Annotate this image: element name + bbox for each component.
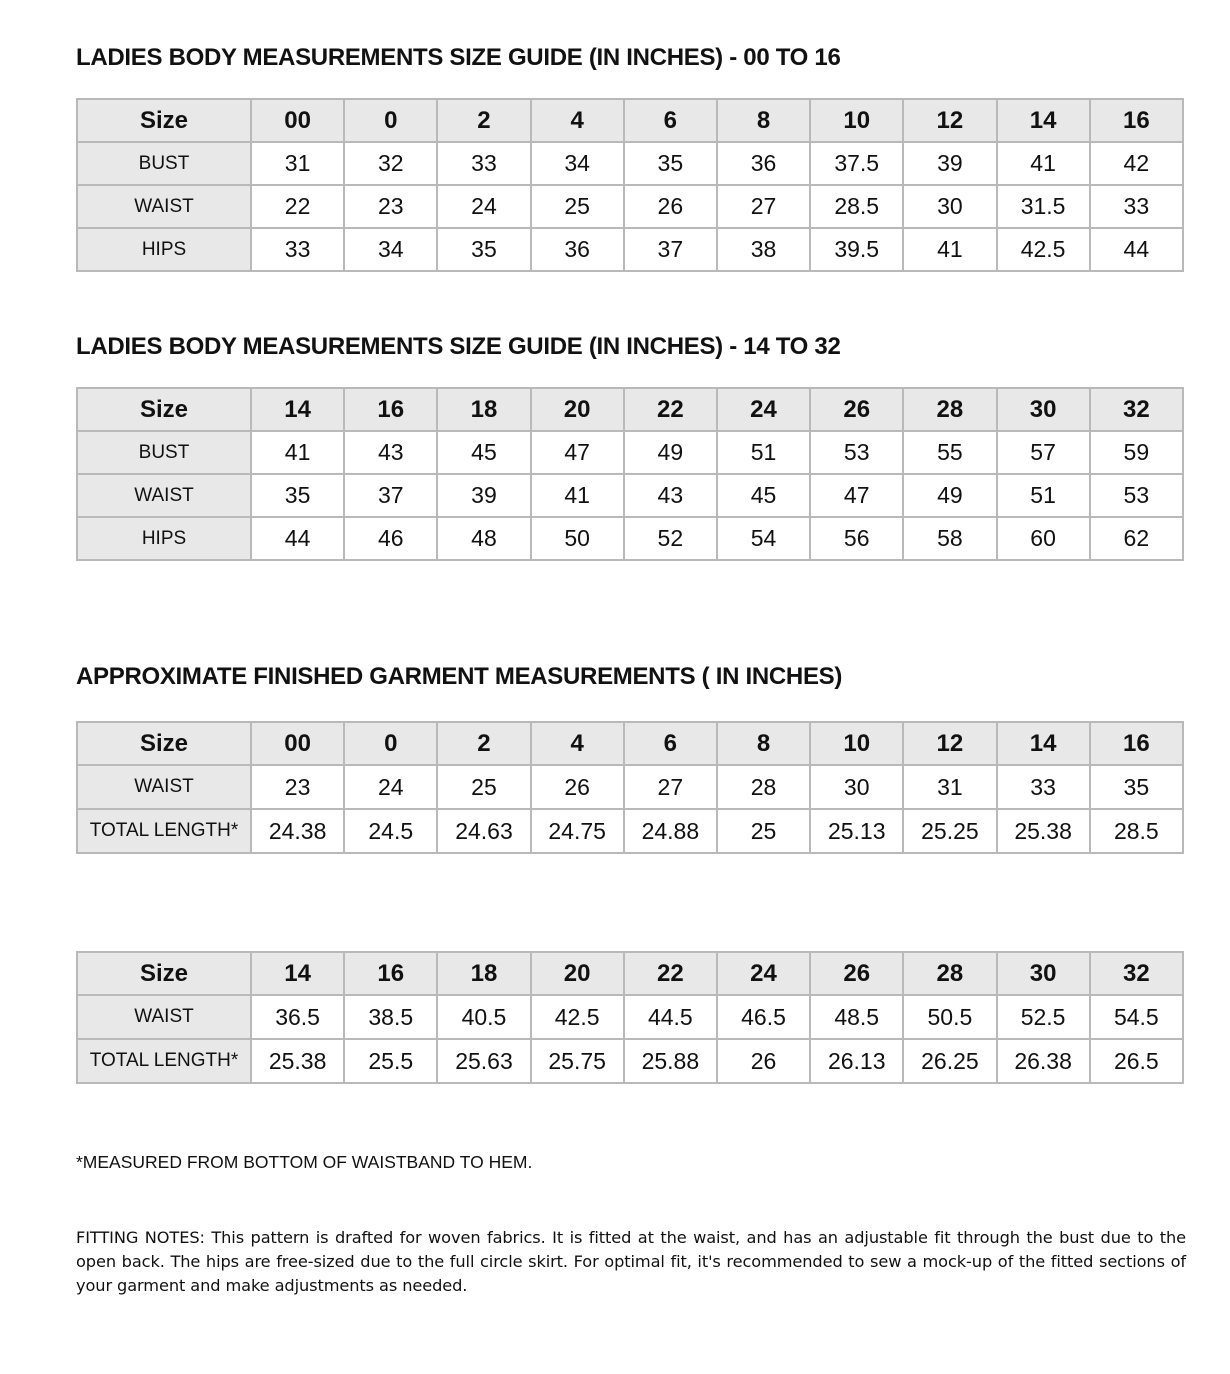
table-cell: 56: [810, 517, 903, 560]
table-cell: 25.13: [810, 809, 903, 853]
header-cell: 2: [437, 722, 530, 765]
table-header-row: [77, 99, 1183, 142]
table-cell: 54.5: [1090, 995, 1183, 1039]
fitting-notes: FITTING NOTES: This pattern is drafted for woven fabrics. It is fitted at the waist, and has an adjustable fit through the bust due to the open back. The hips are free-sized due to the full circle skirt. For optimal fit, it's recommended to sew a mock-up of the fitted sections of your garment and make adjustments as needed.: [76, 1228, 1186, 1295]
row-label: TOTAL LENGTH*: [77, 1039, 251, 1083]
header-cell: 30: [997, 952, 1090, 995]
table-row: [77, 995, 1183, 1039]
table-cell: 49: [903, 474, 996, 517]
header-cell: 14: [251, 952, 344, 995]
table-cell: 41: [903, 228, 996, 271]
row-label: WAIST: [77, 185, 251, 228]
table-cell: 50.5: [903, 995, 996, 1039]
table-cell: 36: [717, 142, 810, 185]
table-cell: 52.5: [997, 995, 1090, 1039]
table-cell: 34: [344, 228, 437, 271]
table-cell: 33: [251, 228, 344, 271]
table-cell: 24.5: [344, 809, 437, 853]
table-cell: 45: [717, 474, 810, 517]
table-cell: 26: [624, 185, 717, 228]
header-cell: 24: [717, 952, 810, 995]
row-label: WAIST: [77, 995, 251, 1039]
row-label: HIPS: [77, 228, 251, 271]
header-cell: 28: [903, 952, 996, 995]
table-cell: 43: [344, 431, 437, 474]
table-cell: 31: [251, 142, 344, 185]
table-cell: 27: [624, 765, 717, 809]
header-cell: 12: [903, 99, 996, 142]
table-cell: 25: [531, 185, 624, 228]
table-cell: 23: [251, 765, 344, 809]
header-cell: 18: [437, 388, 530, 431]
table-cell: 37: [624, 228, 717, 271]
header-cell: 28: [903, 388, 996, 431]
table-cell: 25.38: [251, 1039, 344, 1083]
table-cell: 24: [344, 765, 437, 809]
table-cell: 25.5: [344, 1039, 437, 1083]
table-cell: 39: [903, 142, 996, 185]
header-cell: Size: [77, 388, 251, 431]
table-cell: 58: [903, 517, 996, 560]
row-label: WAIST: [77, 474, 251, 517]
header-cell: 24: [717, 388, 810, 431]
header-cell: 6: [624, 722, 717, 765]
header-cell: 8: [717, 99, 810, 142]
table-row: [77, 517, 1183, 560]
size-table-body-00-16: [76, 98, 1184, 272]
header-cell: 4: [531, 722, 624, 765]
row-label: BUST: [77, 142, 251, 185]
table-cell: 24.75: [531, 809, 624, 853]
header-cell: 32: [1090, 952, 1183, 995]
table-cell: 26: [717, 1039, 810, 1083]
table-cell: 39.5: [810, 228, 903, 271]
table-cell: 28.5: [1090, 809, 1183, 853]
header-cell: 32: [1090, 388, 1183, 431]
table-cell: 36.5: [251, 995, 344, 1039]
table-cell: 33: [1090, 185, 1183, 228]
table-cell: 30: [810, 765, 903, 809]
table-row: [77, 765, 1183, 809]
table-cell: 38: [717, 228, 810, 271]
table-cell: 62: [1090, 517, 1183, 560]
table-cell: 46.5: [717, 995, 810, 1039]
table-cell: 60: [997, 517, 1090, 560]
table-cell: 44: [1090, 228, 1183, 271]
table-row: [77, 474, 1183, 517]
table-cell: 35: [1090, 765, 1183, 809]
table-cell: 24.88: [624, 809, 717, 853]
header-cell: 4: [531, 99, 624, 142]
header-cell: 14: [997, 99, 1090, 142]
table-cell: 26.25: [903, 1039, 996, 1083]
header-cell: 20: [531, 388, 624, 431]
table-cell: 42: [1090, 142, 1183, 185]
header-cell: 22: [624, 388, 717, 431]
size-table-garment-00-16: [76, 721, 1184, 854]
length-footnote: *MEASURED FROM BOTTOM OF WAISTBAND TO HEM.: [76, 1152, 533, 1172]
table-cell: 44: [251, 517, 344, 560]
header-cell: 26: [810, 388, 903, 431]
table-cell: 41: [997, 142, 1090, 185]
size-table-body-14-32: [76, 387, 1184, 561]
table-cell: 49: [624, 431, 717, 474]
header-cell: 18: [437, 952, 530, 995]
header-cell: 30: [997, 388, 1090, 431]
table-cell: 34: [531, 142, 624, 185]
table-cell: 28: [717, 765, 810, 809]
section-title-body-00-16: LADIES BODY MEASUREMENTS SIZE GUIDE (IN INCHES) - 00 TO 16: [76, 44, 841, 71]
table-cell: 50: [531, 517, 624, 560]
header-cell: 16: [344, 388, 437, 431]
header-cell: 6: [624, 99, 717, 142]
table-cell: 25: [437, 765, 530, 809]
table-cell: 42.5: [531, 995, 624, 1039]
table-row: [77, 228, 1183, 271]
table-cell: 26.5: [1090, 1039, 1183, 1083]
table-header-row: [77, 388, 1183, 431]
header-cell: 00: [251, 722, 344, 765]
header-cell: 16: [1090, 99, 1183, 142]
header-cell: 12: [903, 722, 996, 765]
header-cell: 0: [344, 722, 437, 765]
size-table-garment-14-32: [76, 951, 1184, 1084]
header-cell: 2: [437, 99, 530, 142]
header-cell: 14: [997, 722, 1090, 765]
row-label: WAIST: [77, 765, 251, 809]
table-cell: 57: [997, 431, 1090, 474]
table-cell: 37.5: [810, 142, 903, 185]
table-cell: 25.88: [624, 1039, 717, 1083]
table-cell: 54: [717, 517, 810, 560]
table-cell: 31: [903, 765, 996, 809]
header-cell: 14: [251, 388, 344, 431]
table-cell: 23: [344, 185, 437, 228]
header-cell: 22: [624, 952, 717, 995]
table-cell: 59: [1090, 431, 1183, 474]
table-cell: 25.25: [903, 809, 996, 853]
header-cell: 16: [1090, 722, 1183, 765]
header-cell: 26: [810, 952, 903, 995]
table-cell: 55: [903, 431, 996, 474]
header-cell: Size: [77, 99, 251, 142]
table-header-row: [77, 722, 1183, 765]
table-row: [77, 1039, 1183, 1083]
table-cell: 35: [624, 142, 717, 185]
table-cell: 37: [344, 474, 437, 517]
table-cell: 24.38: [251, 809, 344, 853]
table-cell: 47: [531, 431, 624, 474]
table-cell: 44.5: [624, 995, 717, 1039]
table-cell: 30: [903, 185, 996, 228]
table-cell: 51: [997, 474, 1090, 517]
table-cell: 46: [344, 517, 437, 560]
table-cell: 47: [810, 474, 903, 517]
table-cell: 43: [624, 474, 717, 517]
header-cell: 00: [251, 99, 344, 142]
table-cell: 27: [717, 185, 810, 228]
table-row: [77, 431, 1183, 474]
table-cell: 40.5: [437, 995, 530, 1039]
table-cell: 25.38: [997, 809, 1090, 853]
table-cell: 24.63: [437, 809, 530, 853]
table-cell: 26.38: [997, 1039, 1090, 1083]
row-label: TOTAL LENGTH*: [77, 809, 251, 853]
header-cell: Size: [77, 952, 251, 995]
table-cell: 24: [437, 185, 530, 228]
table-cell: 25.63: [437, 1039, 530, 1083]
table-cell: 36: [531, 228, 624, 271]
table-cell: 35: [251, 474, 344, 517]
header-cell: 8: [717, 722, 810, 765]
table-cell: 52: [624, 517, 717, 560]
table-row: [77, 142, 1183, 185]
table-cell: 38.5: [344, 995, 437, 1039]
table-cell: 48: [437, 517, 530, 560]
table-cell: 28.5: [810, 185, 903, 228]
row-label: BUST: [77, 431, 251, 474]
section-title-body-14-32: LADIES BODY MEASUREMENTS SIZE GUIDE (IN INCHES) - 14 TO 32: [76, 333, 841, 360]
table-cell: 39: [437, 474, 530, 517]
table-cell: 33: [437, 142, 530, 185]
table-cell: 41: [251, 431, 344, 474]
table-cell: 32: [344, 142, 437, 185]
table-cell: 51: [717, 431, 810, 474]
table-row: [77, 809, 1183, 853]
section-title-garment-00-16: APPROXIMATE FINISHED GARMENT MEASUREMENTS ( IN INCHES): [76, 663, 843, 690]
table-cell: 26: [531, 765, 624, 809]
table-cell: 22: [251, 185, 344, 228]
header-cell: 10: [810, 99, 903, 142]
row-label: HIPS: [77, 517, 251, 560]
table-cell: 48.5: [810, 995, 903, 1039]
header-cell: Size: [77, 722, 251, 765]
table-cell: 26.13: [810, 1039, 903, 1083]
table-cell: 53: [810, 431, 903, 474]
table-cell: 41: [531, 474, 624, 517]
table-cell: 25: [717, 809, 810, 853]
table-cell: 42.5: [997, 228, 1090, 271]
table-row: [77, 185, 1183, 228]
table-cell: 53: [1090, 474, 1183, 517]
header-cell: 20: [531, 952, 624, 995]
table-cell: 25.75: [531, 1039, 624, 1083]
header-cell: 0: [344, 99, 437, 142]
table-cell: 31.5: [997, 185, 1090, 228]
table-cell: 45: [437, 431, 530, 474]
table-cell: 35: [437, 228, 530, 271]
table-cell: 33: [997, 765, 1090, 809]
header-cell: 10: [810, 722, 903, 765]
table-header-row: [77, 952, 1183, 995]
header-cell: 16: [344, 952, 437, 995]
